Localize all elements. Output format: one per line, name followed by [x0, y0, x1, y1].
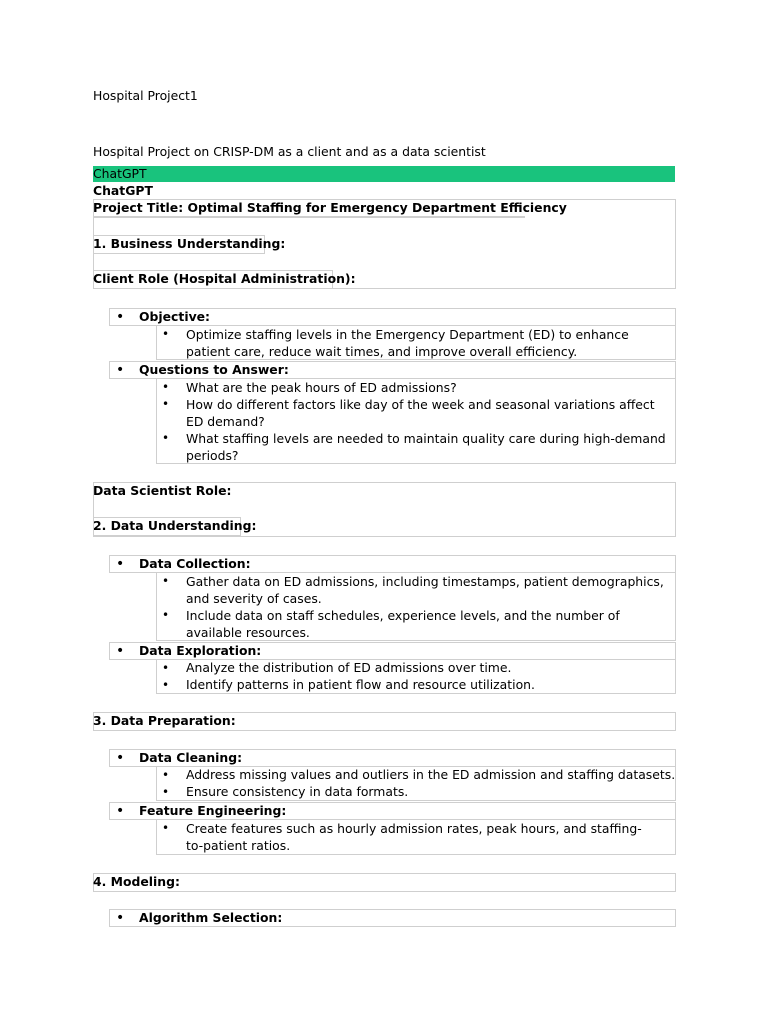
bullet-icon: • — [162, 821, 170, 835]
bullet-icon: • — [162, 327, 170, 341]
document-title: Hospital Project1 — [93, 88, 198, 103]
question-item: How do different factors like day of the week and seasonal variations affect ED demand? — [186, 397, 655, 429]
algorithm-selection-label: Algorithm Selection: — [139, 910, 283, 925]
bullet-icon: • — [162, 608, 170, 622]
bullet-icon: • — [162, 574, 170, 588]
data-scientist-role-heading: Data Scientist Role: — [93, 483, 232, 498]
data-preparation-heading: 3. Data Preparation: — [93, 713, 236, 728]
bullet-icon: • — [162, 768, 170, 782]
bullet-icon: • — [162, 431, 170, 445]
bullet-icon: • — [162, 380, 170, 394]
collection-item: Include data on staff schedules, experience levels, and the number of available resources. — [186, 608, 620, 640]
bullet-icon: • — [162, 397, 170, 411]
question-item: What are the peak hours of ED admissions? — [186, 380, 457, 395]
question-item: What staffing levels are needed to maintain quality care during high-demand periods? — [186, 431, 666, 463]
chatgpt-banner — [93, 166, 675, 182]
bullet-icon: • — [116, 309, 125, 325]
feature-engineering-label: Feature Engineering: — [139, 803, 287, 818]
project-title: Project Title: Optimal Staffing for Emergency Department Efficiency — [93, 200, 567, 215]
data-understanding-heading: 2. Data Understanding: — [93, 518, 257, 533]
bullet-icon: • — [116, 910, 125, 926]
bullet-icon: • — [116, 643, 125, 659]
bullet-icon: • — [116, 556, 125, 572]
chatgpt-banner-label: ChatGPT — [93, 166, 147, 181]
document-subtitle: Hospital Project on CRISP-DM as a client and as a data scientist — [93, 144, 486, 159]
cleaning-item: Ensure consistency in data formats. — [186, 784, 409, 799]
bullet-icon: • — [116, 362, 125, 378]
objective-item: Optimize staffing levels in the Emergency Department (ED) to enhance patient care, reduce wait times, and improve overall efficiency. — [186, 327, 629, 359]
bullet-icon: • — [162, 785, 170, 799]
objective-label: Objective: — [139, 309, 211, 324]
questions-label: Questions to Answer: — [139, 362, 289, 377]
bullet-icon: • — [162, 661, 170, 675]
data-collection-label: Data Collection: — [139, 556, 251, 571]
exploration-item: Identify patterns in patient flow and resource utilization. — [186, 677, 535, 692]
section-modeling — [93, 873, 676, 892]
data-exploration-label: Data Exploration: — [139, 643, 262, 658]
bullet-icon: • — [162, 678, 170, 692]
business-understanding-heading: 1. Business Understanding: — [93, 236, 286, 251]
data-cleaning-label: Data Cleaning: — [139, 750, 243, 765]
chatgpt-heading: ChatGPT — [93, 183, 153, 198]
collection-item: Gather data on ED admissions, including timestamps, patient demographics, and severity of cases. — [186, 574, 664, 606]
client-role-heading: Client Role (Hospital Administration): — [93, 271, 356, 286]
modeling-heading: 4. Modeling: — [93, 874, 180, 889]
exploration-item: Analyze the distribution of ED admissions over time. — [186, 660, 512, 675]
cleaning-item: Address missing values and outliers in the ED admission and staffing datasets. — [186, 767, 676, 782]
bullet-icon: • — [116, 803, 125, 819]
bullet-icon: • — [116, 750, 125, 766]
divider — [93, 216, 525, 218]
feature-item: Create features such as hourly admission rates, peak hours, and staffing-to-patient ratios. — [186, 821, 642, 853]
